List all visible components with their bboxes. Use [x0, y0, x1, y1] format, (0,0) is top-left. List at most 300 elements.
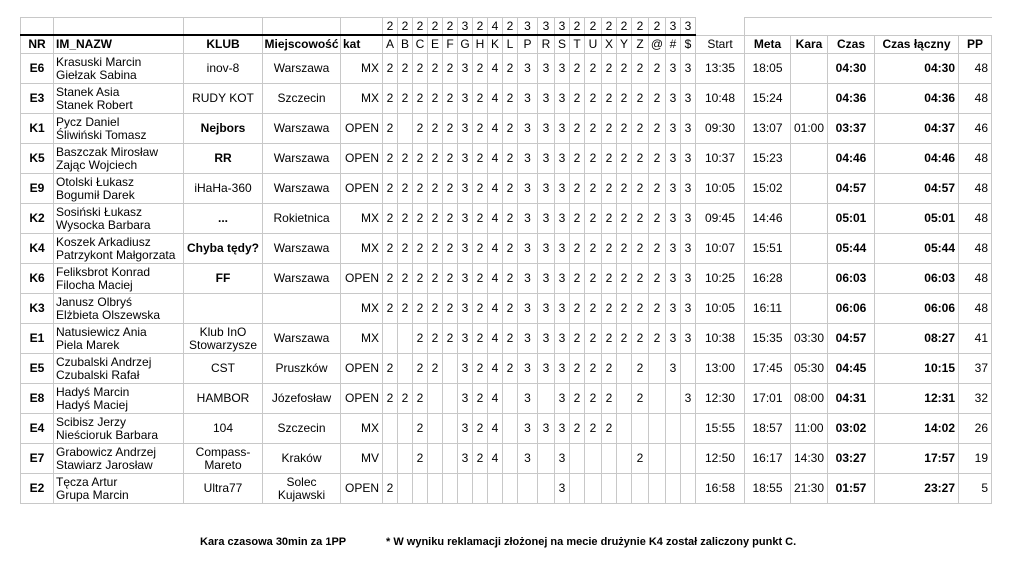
checkpoint-cell: 3 — [666, 234, 681, 264]
checkpoint-cell: 2 — [503, 354, 518, 384]
club-line: inov-8 — [206, 61, 240, 75]
checkpoint-cell — [585, 444, 602, 474]
checkpoint-cell: 2 — [413, 354, 428, 384]
checkpoint-points-cell: 2 — [428, 18, 443, 36]
category: MX — [341, 234, 383, 264]
club-name — [184, 444, 263, 474]
member-name: Feliksbrot Konrad — [56, 264, 151, 279]
checkpoint-cell — [681, 414, 696, 444]
checkpoint-cell: 3 — [538, 234, 555, 264]
checkpoint-cell: 2 — [473, 324, 488, 354]
checkpoint-points-cell: 3 — [666, 18, 681, 36]
checkpoint-cell: 2 — [398, 174, 413, 204]
checkpoint-cell — [488, 474, 503, 504]
team-number: E2 — [21, 474, 54, 504]
city — [263, 474, 341, 504]
category: MX — [341, 324, 383, 354]
club-line: Stowarzysze — [188, 337, 258, 352]
checkpoint-cell — [617, 444, 632, 474]
start-time: 16:58 — [696, 474, 745, 504]
checkpoint-cell: 2 — [413, 54, 428, 84]
checkpoint-cell: 3 — [538, 114, 555, 144]
finish-time: 13:07 — [745, 114, 791, 144]
checkpoint-points-cell: 2 — [398, 18, 413, 36]
member-name: Koszek Arkadiusz — [56, 234, 151, 249]
points: 19 — [959, 444, 992, 474]
table-row — [21, 234, 992, 264]
checkpoint-cell — [518, 474, 538, 504]
club-line: HAMBOR — [196, 391, 250, 405]
col-header-club: KLUB — [184, 35, 263, 54]
member-name: Stawiarz Jarosław — [56, 457, 153, 472]
penalty-time: 08:00 — [791, 384, 828, 414]
member-name: Krasuski Marcin — [56, 54, 142, 69]
team-members — [54, 264, 184, 294]
club-line: iHaHa-360 — [194, 181, 252, 195]
team-members — [54, 234, 184, 264]
points: 26 — [959, 414, 992, 444]
run-time: 03:37 — [828, 114, 875, 144]
checkpoint-cell: 2 — [413, 84, 428, 114]
run-time: 04:30 — [828, 54, 875, 84]
category: MX — [341, 294, 383, 324]
checkpoint-cell: 2 — [413, 444, 428, 474]
penalty-time — [791, 144, 828, 174]
total-time: 04:37 — [875, 114, 959, 144]
checkpoint-cell — [649, 354, 666, 384]
run-time: 03:02 — [828, 414, 875, 444]
team-number: E6 — [21, 54, 54, 84]
checkpoint-cell: 3 — [681, 174, 696, 204]
checkpoint-cell: 3 — [666, 204, 681, 234]
checkpoint-cell — [428, 444, 443, 474]
start-time: 10:05 — [696, 294, 745, 324]
checkpoint-cell: 2 — [617, 294, 632, 324]
checkpoint-cell: 3 — [538, 204, 555, 234]
team-number: K4 — [21, 234, 54, 264]
checkpoint-cell: 3 — [555, 234, 570, 264]
checkpoint-cell: 2 — [428, 204, 443, 234]
city-line: Kraków — [281, 451, 322, 465]
team-number: K3 — [21, 294, 54, 324]
checkpoint-cell — [473, 474, 488, 504]
checkpoint-cell: 2 — [383, 114, 398, 144]
checkpoint-cell: 2 — [383, 294, 398, 324]
checkpoint-cell: 3 — [555, 144, 570, 174]
club-line: Klub InO — [199, 324, 247, 339]
club-name — [184, 324, 263, 354]
col-header-checkpoint: L — [503, 35, 518, 54]
points: 41 — [959, 324, 992, 354]
checkpoint-cell: 2 — [585, 384, 602, 414]
checkpoint-cell: 2 — [585, 144, 602, 174]
checkpoint-cell — [398, 354, 413, 384]
start-time: 12:30 — [696, 384, 745, 414]
checkpoint-cell — [503, 384, 518, 414]
checkpoint-cell — [649, 444, 666, 474]
table-row — [21, 84, 992, 114]
checkpoint-cell — [503, 414, 518, 444]
total-time: 04:57 — [875, 174, 959, 204]
checkpoint-cell: 2 — [649, 84, 666, 114]
checkpoint-cell: 4 — [488, 204, 503, 234]
col-header-names: IM_NAZW — [54, 35, 184, 54]
checkpoint-cell — [398, 324, 413, 354]
checkpoint-cell: 3 — [518, 84, 538, 114]
city-line: Józefosław — [271, 391, 332, 405]
club-name — [184, 474, 263, 504]
checkpoint-cell: 2 — [570, 54, 585, 84]
col-header-checkpoint: B — [398, 35, 413, 54]
col-header-checkpoint: X — [602, 35, 617, 54]
table-row — [21, 264, 992, 294]
penalty-time: 14:30 — [791, 444, 828, 474]
checkpoint-cell: 2 — [632, 204, 649, 234]
checkpoint-cell — [503, 444, 518, 474]
city — [263, 384, 341, 414]
checkpoint-cell: 2 — [632, 384, 649, 414]
start-time: 10:05 — [696, 174, 745, 204]
checkpoint-cell: 2 — [503, 204, 518, 234]
col-header-finish: Meta — [745, 35, 791, 54]
team-number: E3 — [21, 84, 54, 114]
penalty-time — [791, 174, 828, 204]
checkpoint-cell: 4 — [488, 114, 503, 144]
complaint-note: * W wyniku reklamacji złożonej na mecie drużynie K4 został zaliczony punkt C. — [386, 536, 797, 548]
checkpoint-cell: 2 — [585, 324, 602, 354]
run-time: 04:36 — [828, 84, 875, 114]
col-header-checkpoint: U — [585, 35, 602, 54]
member-name: Patrzykont Małgorzata — [56, 247, 176, 262]
results-table — [20, 17, 992, 504]
results-body — [21, 54, 992, 504]
start-time: 10:25 — [696, 264, 745, 294]
club-name — [184, 384, 263, 414]
points: 48 — [959, 84, 992, 114]
checkpoint-cell: 4 — [488, 234, 503, 264]
checkpoint-cell: 2 — [617, 54, 632, 84]
checkpoint-cell: 3 — [555, 444, 570, 474]
points: 48 — [959, 204, 992, 234]
checkpoint-cell: 2 — [649, 204, 666, 234]
checkpoint-cell: 2 — [649, 324, 666, 354]
checkpoint-cell — [503, 474, 518, 504]
total-time: 17:57 — [875, 444, 959, 474]
finish-time: 16:11 — [745, 294, 791, 324]
member-name: Czubalski Rafał — [56, 367, 140, 382]
team-number: E9 — [21, 174, 54, 204]
category: OPEN — [341, 474, 383, 504]
city — [263, 414, 341, 444]
checkpoint-cell: 2 — [413, 174, 428, 204]
checkpoint-cell: 2 — [632, 294, 649, 324]
checkpoint-cell: 3 — [555, 174, 570, 204]
checkpoint-cell: 2 — [602, 54, 617, 84]
member-name: Otolski Łukasz — [56, 174, 135, 189]
checkpoint-cell — [666, 444, 681, 474]
start-time: 10:38 — [696, 324, 745, 354]
member-name: Śliwiński Tomasz — [56, 127, 147, 142]
checkpoint-cell: 2 — [428, 234, 443, 264]
team-members — [54, 354, 184, 384]
team-number: K6 — [21, 264, 54, 294]
checkpoint-cell: 2 — [617, 264, 632, 294]
member-name: Baszczak Mirosław — [56, 144, 159, 159]
checkpoint-cell — [602, 474, 617, 504]
checkpoint-cell: 3 — [666, 54, 681, 84]
city — [263, 354, 341, 384]
checkpoint-cell — [443, 474, 458, 504]
checkpoint-cell: 2 — [473, 144, 488, 174]
checkpoint-cell: 3 — [458, 204, 473, 234]
checkpoint-cell — [538, 474, 555, 504]
checkpoint-cell: 3 — [458, 264, 473, 294]
city-line: Kujawski — [277, 487, 326, 502]
city-line: Solec — [286, 474, 317, 489]
checkpoint-cell: 2 — [570, 114, 585, 144]
checkpoint-cell: 3 — [518, 264, 538, 294]
checkpoint-cell: 2 — [503, 114, 518, 144]
club-line: RR — [214, 151, 232, 165]
checkpoint-cell — [649, 384, 666, 414]
city-line: Szczecin — [277, 421, 326, 435]
checkpoint-points-cell: 2 — [632, 18, 649, 36]
checkpoint-cell: 2 — [602, 144, 617, 174]
finish-time: 18:57 — [745, 414, 791, 444]
checkpoint-cell: 2 — [383, 264, 398, 294]
city-line: Pruszków — [275, 361, 328, 375]
team-members — [54, 324, 184, 354]
penalty-time — [791, 84, 828, 114]
member-name: Grabowicz Andrzej — [56, 444, 157, 459]
table-row — [21, 384, 992, 414]
checkpoint-cell — [617, 354, 632, 384]
table-row — [21, 204, 992, 234]
member-name: Wysocka Barbara — [56, 217, 151, 232]
total-time: 10:15 — [875, 354, 959, 384]
checkpoint-cell — [649, 414, 666, 444]
total-time: 04:46 — [875, 144, 959, 174]
team-members — [54, 144, 184, 174]
checkpoint-cell: 2 — [503, 294, 518, 324]
table-row — [21, 144, 992, 174]
member-name: Scibisz Jerzy — [56, 414, 127, 429]
checkpoint-cell — [443, 354, 458, 384]
checkpoint-cell: 3 — [666, 264, 681, 294]
checkpoint-cell: 3 — [666, 174, 681, 204]
checkpoint-cell: 2 — [413, 294, 428, 324]
checkpoint-cell: 2 — [413, 114, 428, 144]
table-row — [21, 294, 992, 324]
checkpoint-cell: 3 — [458, 84, 473, 114]
run-time: 04:57 — [828, 174, 875, 204]
club-name — [184, 354, 263, 384]
member-name: Stanek Robert — [56, 97, 133, 112]
run-time: 04:46 — [828, 144, 875, 174]
finish-time: 16:28 — [745, 264, 791, 294]
checkpoint-cell — [681, 444, 696, 474]
checkpoint-cell: 2 — [443, 114, 458, 144]
checkpoint-cell: 2 — [632, 354, 649, 384]
run-time: 03:27 — [828, 444, 875, 474]
checkpoint-cell: 4 — [488, 84, 503, 114]
checkpoint-cell: 4 — [488, 354, 503, 384]
city-line: Warszawa — [273, 331, 330, 345]
points: 48 — [959, 294, 992, 324]
checkpoint-cell: 2 — [428, 114, 443, 144]
team-number: K2 — [21, 204, 54, 234]
club-name — [184, 414, 263, 444]
checkpoint-cell: 2 — [473, 264, 488, 294]
checkpoint-cell: 3 — [555, 264, 570, 294]
category: OPEN — [341, 384, 383, 414]
checkpoint-cell: 3 — [538, 294, 555, 324]
checkpoint-points-cell: 2 — [570, 18, 585, 36]
member-name: Grupa Marcin — [56, 487, 129, 502]
team-members — [54, 294, 184, 324]
checkpoint-cell: 2 — [503, 264, 518, 294]
checkpoint-cell: 2 — [585, 414, 602, 444]
run-time: 05:44 — [828, 234, 875, 264]
checkpoint-cell — [398, 474, 413, 504]
checkpoint-cell: 2 — [617, 234, 632, 264]
team-members — [54, 84, 184, 114]
penalty-time: 03:30 — [791, 324, 828, 354]
checkpoint-cell: 2 — [649, 234, 666, 264]
col-header-checkpoint: K — [488, 35, 503, 54]
start-time: 10:48 — [696, 84, 745, 114]
col-header-checkpoint: C — [413, 35, 428, 54]
checkpoint-cell: 2 — [413, 324, 428, 354]
checkpoint-cell: 2 — [503, 324, 518, 354]
checkpoint-cell: 2 — [570, 234, 585, 264]
checkpoint-cell: 3 — [518, 234, 538, 264]
checkpoint-cell — [398, 444, 413, 474]
club-line: 104 — [212, 421, 234, 435]
finish-time: 17:45 — [745, 354, 791, 384]
penalty-time: 05:30 — [791, 354, 828, 384]
team-number: E4 — [21, 414, 54, 444]
start-time: 13:35 — [696, 54, 745, 84]
checkpoint-cell: 3 — [458, 54, 473, 84]
checkpoint-cell — [602, 444, 617, 474]
member-name: Sosiński Łukasz — [56, 204, 143, 219]
team-members — [54, 474, 184, 504]
checkpoint-cell: 3 — [518, 204, 538, 234]
member-name: Zając Wojciech — [56, 157, 138, 172]
club-line: RUDY KOT — [192, 91, 254, 105]
checkpoint-cell: 3 — [555, 204, 570, 234]
checkpoint-cell — [458, 474, 473, 504]
col-header-checkpoint: H — [473, 35, 488, 54]
start-time: 15:55 — [696, 414, 745, 444]
category: OPEN — [341, 264, 383, 294]
checkpoint-cell: 2 — [428, 264, 443, 294]
col-header-points: PP — [959, 35, 992, 54]
checkpoint-cell: 2 — [398, 264, 413, 294]
run-time: 06:06 — [828, 294, 875, 324]
category: MV — [341, 444, 383, 474]
col-header-city: Miejscowość — [263, 35, 341, 54]
checkpoint-cell — [383, 444, 398, 474]
checkpoint-cell — [585, 474, 602, 504]
member-name: Nieścioruk Barbara — [56, 427, 159, 442]
checkpoint-cell: 2 — [649, 174, 666, 204]
checkpoint-cell: 2 — [585, 294, 602, 324]
checkpoint-points-cell: 2 — [443, 18, 458, 36]
col-header-checkpoint: $ — [681, 35, 696, 54]
checkpoint-cell: 3 — [555, 354, 570, 384]
checkpoint-cell: 2 — [473, 174, 488, 204]
checkpoint-points-cell: 2 — [602, 18, 617, 36]
club-line: FF — [215, 271, 231, 285]
checkpoint-cell — [570, 474, 585, 504]
checkpoint-cell: 2 — [473, 354, 488, 384]
checkpoint-cell: 3 — [666, 294, 681, 324]
blank-cell — [184, 18, 263, 36]
checkpoint-cell: 2 — [632, 444, 649, 474]
city-line: Rokietnica — [273, 211, 330, 225]
finish-time: 16:17 — [745, 444, 791, 474]
col-header-checkpoint: E — [428, 35, 443, 54]
blank-cell — [696, 18, 745, 36]
club-line: Ultra77 — [203, 481, 243, 495]
team-members — [54, 204, 184, 234]
city — [263, 84, 341, 114]
checkpoint-cell: 2 — [503, 174, 518, 204]
checkpoint-cell: 2 — [383, 54, 398, 84]
checkpoint-cell: 2 — [443, 264, 458, 294]
checkpoint-cell: 2 — [428, 174, 443, 204]
points: 48 — [959, 144, 992, 174]
checkpoint-cell: 2 — [602, 264, 617, 294]
checkpoint-cell: 2 — [649, 294, 666, 324]
total-time: 04:30 — [875, 54, 959, 84]
checkpoint-cell: 2 — [473, 384, 488, 414]
team-members — [54, 54, 184, 84]
checkpoint-cell: 2 — [602, 114, 617, 144]
checkpoint-cell: 3 — [681, 384, 696, 414]
col-header-checkpoint: T — [570, 35, 585, 54]
run-time: 04:57 — [828, 324, 875, 354]
checkpoint-cell: 3 — [518, 144, 538, 174]
checkpoint-cell: 2 — [632, 324, 649, 354]
checkpoint-cell: 4 — [488, 264, 503, 294]
checkpoint-cell: 3 — [518, 384, 538, 414]
team-number: E7 — [21, 444, 54, 474]
checkpoint-cell: 2 — [602, 324, 617, 354]
member-name: Hadyś Maciej — [56, 397, 129, 412]
club-name — [184, 234, 263, 264]
checkpoint-cell: 3 — [681, 324, 696, 354]
checkpoint-cell: 3 — [681, 234, 696, 264]
club-name — [184, 144, 263, 174]
checkpoint-points-cell: 2 — [413, 18, 428, 36]
checkpoint-cell: 3 — [538, 264, 555, 294]
checkpoint-cell: 4 — [488, 444, 503, 474]
checkpoint-cell — [413, 474, 428, 504]
checkpoint-cell — [443, 444, 458, 474]
checkpoint-cell: 2 — [383, 474, 398, 504]
total-time: 04:36 — [875, 84, 959, 114]
club-name — [184, 264, 263, 294]
col-header-checkpoint: S — [555, 35, 570, 54]
checkpoint-cell: 2 — [617, 174, 632, 204]
checkpoint-cell: 3 — [518, 54, 538, 84]
category: OPEN — [341, 174, 383, 204]
checkpoint-cell: 3 — [555, 414, 570, 444]
checkpoint-cell: 2 — [428, 144, 443, 174]
